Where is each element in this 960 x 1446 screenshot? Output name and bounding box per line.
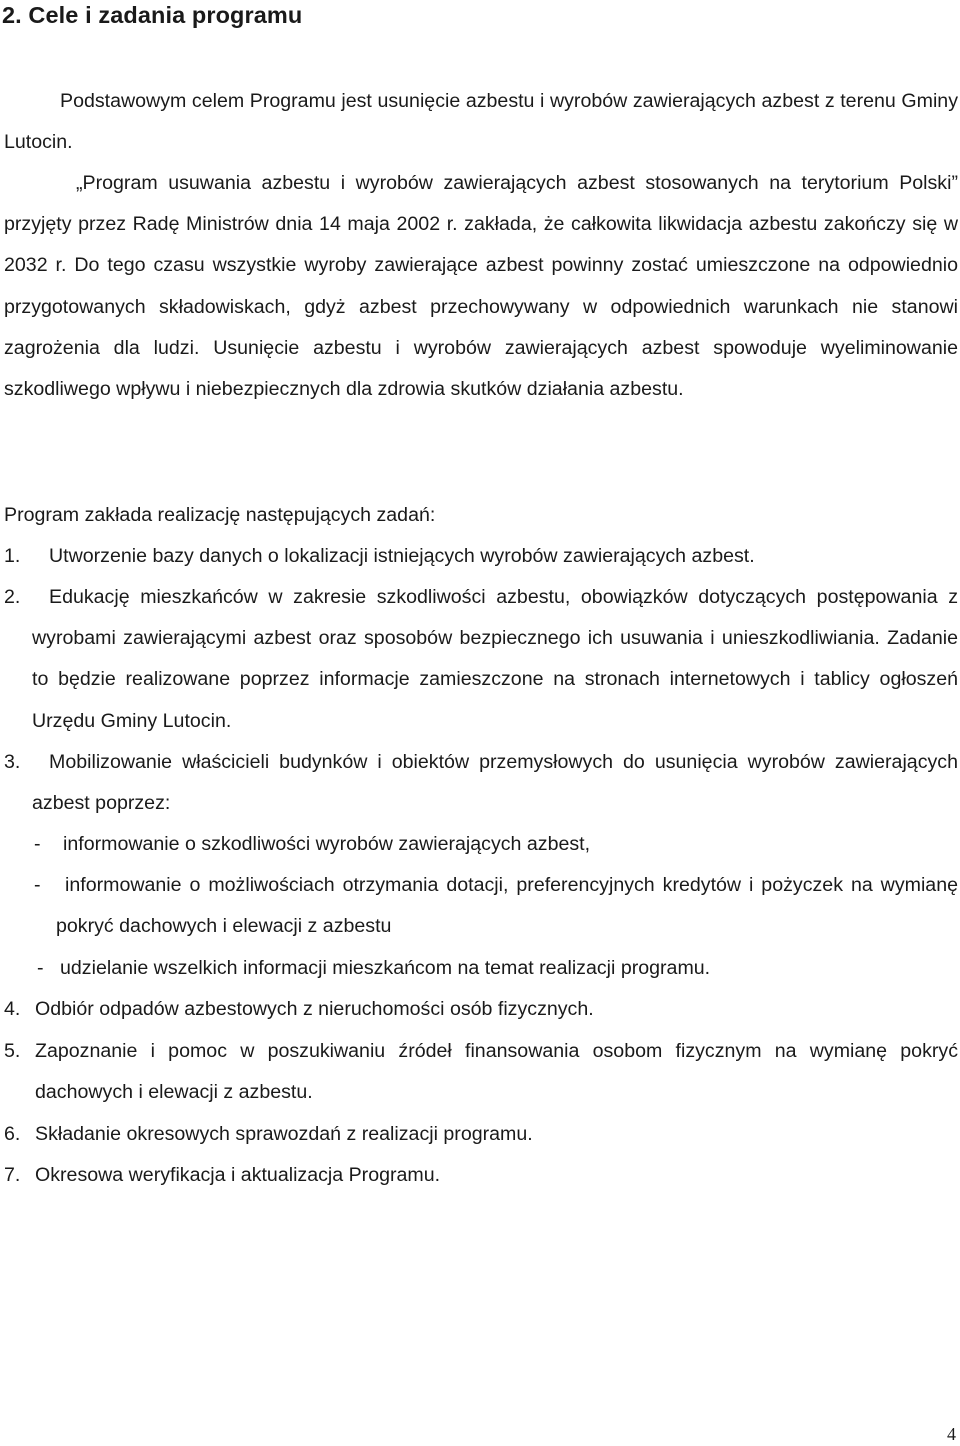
task-text: Zapoznanie i pomoc w poszukiwaniu źródeł finansowania osobom fizycznym na wymianę pokryć dachowych i elewacji z azbestu.: [35, 1040, 958, 1104]
page-number: 4: [947, 1424, 956, 1444]
task-number: 6.: [4, 1123, 21, 1145]
subitem-marker: -: [34, 833, 41, 855]
task-number: 1.: [4, 545, 21, 567]
task-text: Mobilizowanie właścicieli budynków i obiektów przemysłowych do usunięcia wyrobów zawierających azbest poprzez:: [32, 751, 958, 815]
task-text: Edukację mieszkańców w zakresie szkodliwości azbestu, obowiązków dotyczących postępowania z wyrobami zawierającymi azbest oraz sposobów bezpiecznego ich usuwania i unieszkodliwiania. Zadanie to będzie realizowane poprzez informacje zamieszczone na stronach internetowych i tablicy ogłoszeń Urzędu Gminy Lutocin.: [32, 586, 958, 732]
section-heading: 2. Cele i zadania programu: [2, 2, 303, 28]
tasks-intro: Program zakłada realizację następujących zadań:: [4, 504, 436, 526]
task-text: Utworzenie bazy danych o lokalizacji istniejących wyrobów zawierających azbest.: [49, 545, 755, 567]
task-number: 3.: [4, 751, 21, 773]
task-text: Okresowa weryfikacja i aktualizacja Programu.: [35, 1164, 441, 1186]
subitem-text: udzielanie wszelkich informacji mieszkańcom na temat realizacji programu.: [60, 957, 711, 979]
task-text: Odbiór odpadów azbestowych z nieruchomości osób fizycznych.: [35, 998, 594, 1020]
task-number: 5.: [4, 1040, 21, 1062]
task-text: Składanie okresowych sprawozdań z realizacji programu.: [35, 1123, 533, 1145]
subitem-marker: -: [34, 874, 41, 896]
subitem-text: informowanie o możliwościach otrzymania dotacji, preferencyjnych kredytów i pożyczek na wymianę pokryć dachowych i elewacji z azbestu: [56, 874, 958, 938]
intro-paragraph: Podstawowym celem Programu jest usunięcie azbestu i wyrobów zawierających azbest z terenu Gminy Lutocin.: [4, 90, 958, 154]
subitem-text: informowanie o szkodliwości wyrobów zawierających azbest,: [63, 833, 591, 855]
background-paragraph: „Program usuwania azbestu i wyrobów zawierających azbest stosowanych na terytorium Polski” przyjęty przez Radę Ministrów dnia 14 maja 2002 r. zakłada, że całkowita likwidacja azbestu zakończy się w 2032 r. Do tego czasu wszystkie wyroby zawierające azbest powinny zostać umieszczone na odpowiednio przygotowanych składowiskach, gdyż azbest przechowywany w odpowiednich warunkach nie stanowi zagrożenia dla ludzi. Usunięcie azbestu i wyrobów zawierających azbest spowoduje wyeliminowanie szkodliwego wpływu i niebezpiecznych dla zdrowia skutków działania azbestu.: [4, 172, 958, 401]
task-number: 7.: [4, 1164, 21, 1186]
subitem-marker: -: [37, 957, 44, 979]
task-number: 4.: [4, 998, 21, 1020]
task-number: 2.: [4, 586, 21, 608]
